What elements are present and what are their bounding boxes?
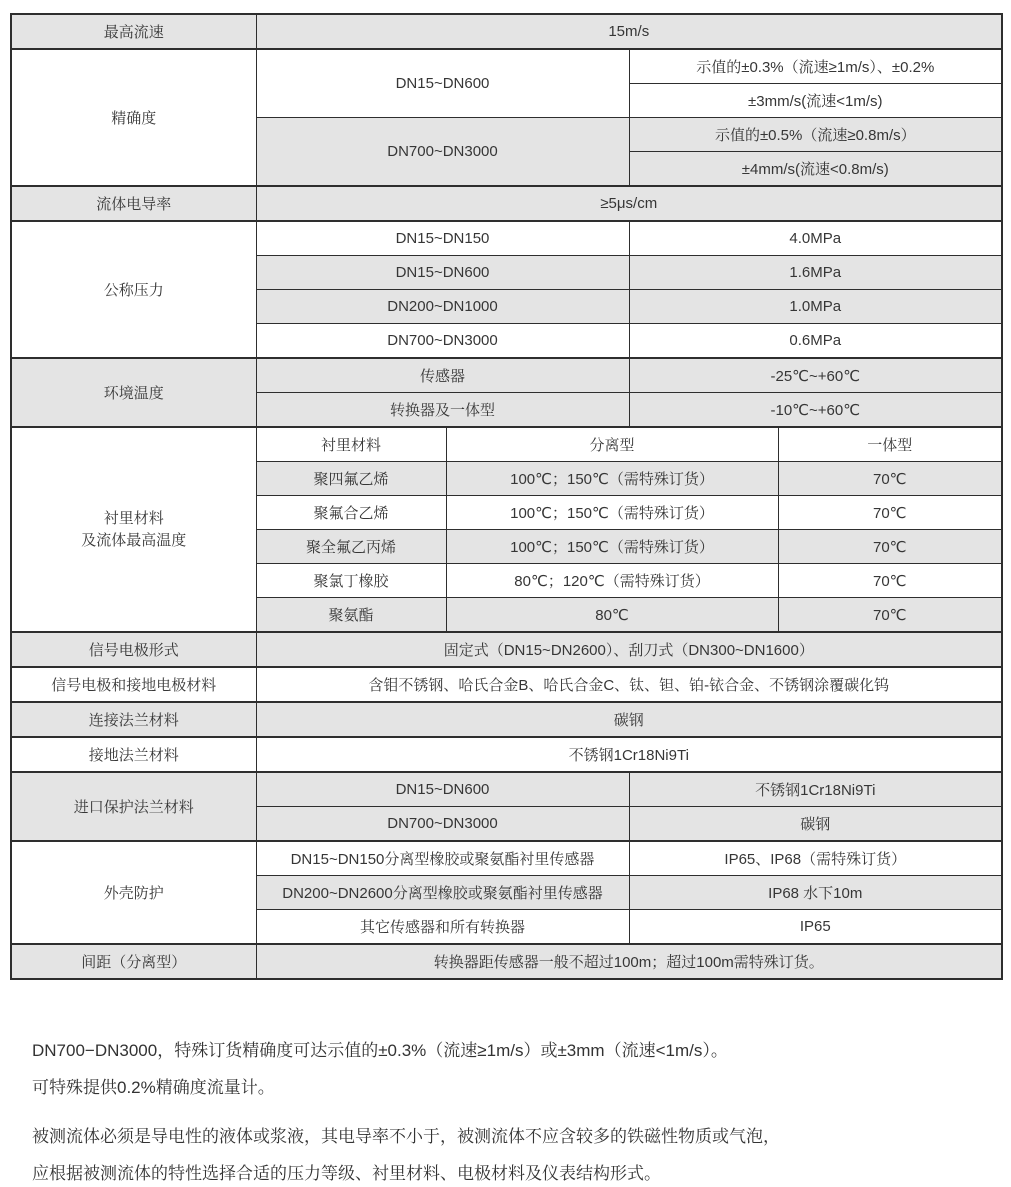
separation-distance-label: 间距（分离型）	[11, 944, 256, 979]
lining-material-1: 聚四氟乙烯	[256, 462, 446, 496]
electrode-form-value: 固定式（DN15~DN2600）、刮刀式（DN300~DN1600）	[256, 632, 1002, 667]
note-line-1: DN700−DN3000，特殊订货精确度可达示值的±0.3%（流速≥1m/s）或±3mm（流速<1m/s）。	[32, 1041, 728, 1060]
note-line-3: 被测流体必须是导电性的液体或浆液，其电导率不小于，被测流体不应含较多的铁磁性物质或气泡，	[32, 1127, 780, 1146]
row-ambient-1	[11, 358, 1002, 393]
inlet-flange-value-2: 碳钢	[629, 807, 1002, 842]
note-line-2: 可特殊提供0.2%精确度流量计。	[32, 1078, 275, 1097]
max-velocity-value: 15m/s	[256, 14, 1002, 49]
lining-label-line2: 及流体最高温度	[81, 531, 187, 549]
pressure-value-4: 0.6MPa	[629, 324, 1002, 359]
row-electrode-form	[11, 632, 1002, 667]
lining-material-3: 聚全氟乙丙烯	[256, 530, 446, 564]
note-group-accuracy	[32, 1032, 982, 1106]
lining-header-integral: 一体型	[778, 427, 1002, 462]
connect-flange-label: 连接法兰材料	[11, 702, 256, 737]
ambient-part-2: 转换器及一体型	[256, 393, 629, 428]
pressure-label: 公称压力	[11, 221, 256, 358]
accuracy-spec-2a: 示值的±0.5%（流速≥0.8m/s）	[629, 118, 1002, 152]
lining-header-material: 衬里材料	[256, 427, 446, 462]
accuracy-range-2: DN700~DN3000	[256, 118, 629, 187]
row-conductivity	[11, 186, 1002, 221]
row-max-velocity	[11, 14, 1002, 49]
row-pressure-1	[11, 221, 1002, 256]
enclosure-range-1: DN15~DN150分离型橡胶或聚氨酯衬里传感器	[256, 841, 629, 876]
enclosure-range-2: DN200~DN2600分离型橡胶或聚氨酯衬里传感器	[256, 876, 629, 910]
lining-separate-3: 100℃；150℃（需特殊订货）	[446, 530, 778, 564]
enclosure-value-1: IP65、IP68（需特殊订货）	[629, 841, 1002, 876]
pressure-range-1: DN15~DN150	[256, 221, 629, 256]
note-group-fluid	[32, 1118, 982, 1187]
row-separation-distance	[11, 944, 1002, 979]
pressure-value-3: 1.0MPa	[629, 290, 1002, 324]
connect-flange-value: 碳钢	[256, 702, 1002, 737]
electrode-material-label: 信号电极和接地电极材料	[11, 667, 256, 702]
lining-integral-3: 70℃	[778, 530, 1002, 564]
row-enclosure-1	[11, 841, 1002, 876]
pressure-value-1: 4.0MPa	[629, 221, 1002, 256]
lining-separate-5: 80℃	[446, 598, 778, 633]
enclosure-value-3: IP65	[629, 910, 1002, 945]
accuracy-spec-2b: ±4mm/s(流速<0.8m/s)	[629, 152, 1002, 187]
lining-material-2: 聚氟合乙烯	[256, 496, 446, 530]
inlet-flange-range-1: DN15~DN600	[256, 772, 629, 807]
enclosure-value-2: IP68 水下10m	[629, 876, 1002, 910]
pressure-range-2: DN15~DN600	[256, 256, 629, 290]
row-accuracy-1	[11, 49, 1002, 84]
electrode-material-value: 含钼不锈钢、哈氏合金B、哈氏合金C、钛、钽、铂-铱合金、不锈钢涂覆碳化钨	[256, 667, 1002, 702]
inlet-flange-label: 进口保护法兰材料	[11, 772, 256, 841]
lining-separate-2: 100℃；150℃（需特殊订货）	[446, 496, 778, 530]
accuracy-spec-1a: 示值的±0.3%（流速≥1m/s）、±0.2%	[629, 49, 1002, 84]
ambient-value-2: -10℃~+60℃	[629, 393, 1002, 428]
accuracy-label: 精确度	[11, 49, 256, 186]
conductivity-value: ≥5μs/cm	[256, 186, 1002, 221]
separation-distance-value: 转换器距传感器一般不超过100m；超过100m需特殊订货。	[256, 944, 1002, 979]
ambient-label: 环境温度	[11, 358, 256, 427]
lining-label	[11, 427, 256, 632]
lining-integral-1: 70℃	[778, 462, 1002, 496]
ground-flange-value: 不锈钢1Cr18Ni9Ti	[256, 737, 1002, 772]
inlet-flange-value-1: 不锈钢1Cr18Ni9Ti	[629, 772, 1002, 807]
row-inlet-flange-1	[11, 772, 1002, 807]
lining-material-5: 聚氨酯	[256, 598, 446, 633]
lining-separate-4: 80℃；120℃（需特殊订货）	[446, 564, 778, 598]
ground-flange-label: 接地法兰材料	[11, 737, 256, 772]
notes-section	[32, 1032, 982, 1187]
enclosure-label: 外壳防护	[11, 841, 256, 944]
max-velocity-label: 最高流速	[11, 14, 256, 49]
accuracy-spec-1b: ±3mm/s(流速<1m/s)	[629, 84, 1002, 118]
spec-table	[10, 13, 1003, 980]
note-line-4: 应根据被测流体的特性选择合适的压力等级、衬里材料、电极材料及仪表结构形式。	[32, 1164, 661, 1183]
lining-integral-5: 70℃	[778, 598, 1002, 633]
enclosure-range-3: 其它传感器和所有转换器	[256, 910, 629, 945]
lining-material-4: 聚氯丁橡胶	[256, 564, 446, 598]
pressure-range-4: DN700~DN3000	[256, 324, 629, 359]
row-ground-flange	[11, 737, 1002, 772]
lining-header-separate: 分离型	[446, 427, 778, 462]
ambient-value-1: -25℃~+60℃	[629, 358, 1002, 393]
row-connect-flange	[11, 702, 1002, 737]
row-electrode-material	[11, 667, 1002, 702]
lining-integral-4: 70℃	[778, 564, 1002, 598]
lining-label-line1: 衬里材料	[103, 509, 164, 527]
lining-separate-1: 100℃；150℃（需特殊订货）	[446, 462, 778, 496]
ambient-part-1: 传感器	[256, 358, 629, 393]
conductivity-label: 流体电导率	[11, 186, 256, 221]
row-lining-header	[11, 427, 1002, 462]
inlet-flange-range-2: DN700~DN3000	[256, 807, 629, 842]
pressure-value-2: 1.6MPa	[629, 256, 1002, 290]
accuracy-range-1: DN15~DN600	[256, 49, 629, 118]
pressure-range-3: DN200~DN1000	[256, 290, 629, 324]
lining-integral-2: 70℃	[778, 496, 1002, 530]
electrode-form-label: 信号电极形式	[11, 632, 256, 667]
